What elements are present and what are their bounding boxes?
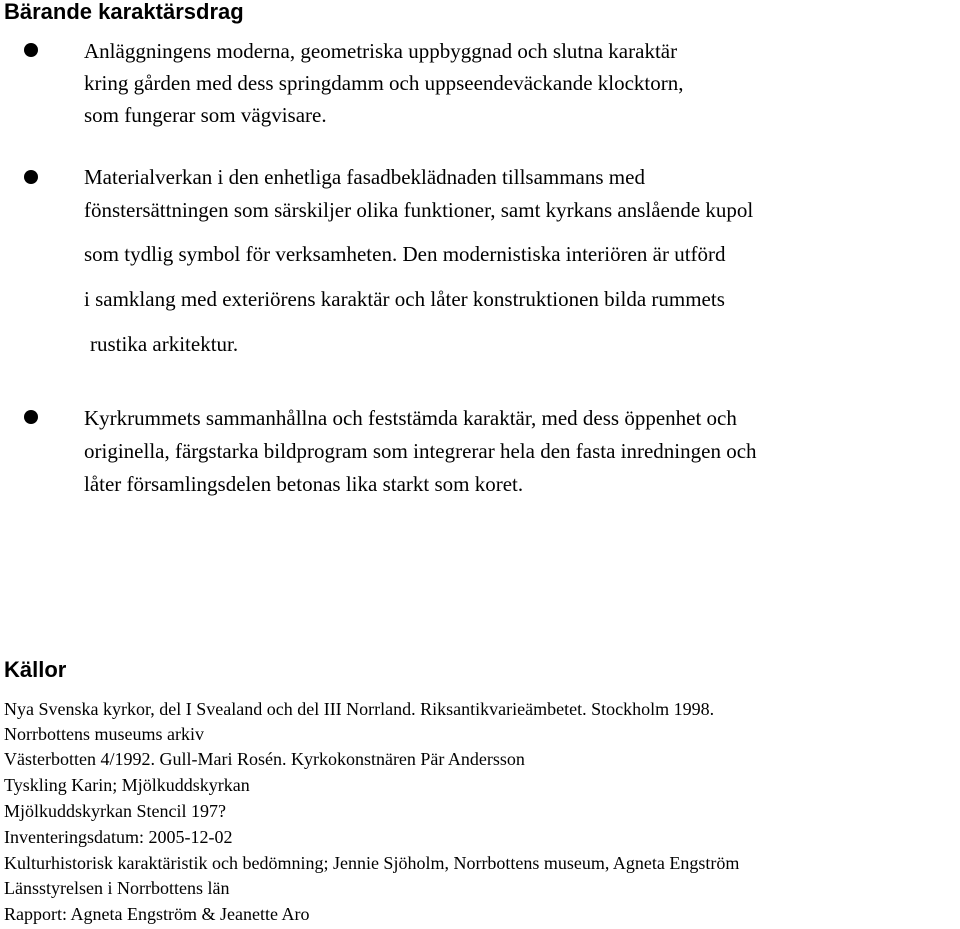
bullet-line: kring gården med dess springdamm och uppseendeväckande klocktorn, (84, 71, 684, 95)
source-line: Kulturhistorisk karaktäristik och bedömning; Jennie Sjöholm, Norrbottens museum, Agneta Engström (4, 853, 740, 873)
source-line: Mjölkuddskyrkan Stencil 197? (4, 801, 226, 821)
bullet-dot-icon (24, 410, 38, 424)
bullet-line: Kyrkrummets sammanhållna och feststämda karaktär, med dess öppenhet och (84, 406, 737, 430)
bullet-dot-icon (24, 170, 38, 184)
bullet-dot-icon (24, 43, 38, 57)
bullet-line: rustika arkitektur. (90, 332, 239, 356)
bullet-line: som tydlig symbol för verksamheten. Den modernistiska interiören är utförd (84, 242, 726, 266)
bullet-line: originella, färgstarka bildprogram som integrerar hela den fasta inredningen och (84, 439, 757, 463)
source-line: Nya Svenska kyrkor, del I Svealand och del III Norrland. Riksantikvarieämbetet. Stockholm 1998. (4, 699, 715, 719)
source-line: Inventeringsdatum: 2005-12-02 (4, 827, 233, 847)
bullet-line: som fungerar som vägvisare. (84, 103, 327, 127)
source-line: Tyskling Karin; Mjölkuddskyrkan (4, 775, 250, 795)
source-line: Norrbottens museums arkiv (4, 724, 204, 744)
section-heading: Bärande karaktärsdrag (4, 0, 244, 24)
source-line: Rapport: Agneta Engström & Jeanette Aro (4, 904, 310, 924)
source-line: Västerbotten 4/1992. Gull-Mari Rosén. Kyrkokonstnären Pär Andersson (4, 749, 525, 769)
bullet-line: fönstersättningen som särskiljer olika funktioner, samt kyrkans anslående kupol (84, 198, 754, 222)
bullet-line: Materialverkan i den enhetliga fasadbeklädnaden tillsammans med (84, 165, 645, 189)
bullet-line: Anläggningens moderna, geometriska uppbyggnad och slutna karaktär (84, 39, 678, 63)
bullet-line: låter församlingsdelen betonas lika starkt som koret. (84, 472, 524, 496)
source-line: Länsstyrelsen i Norrbottens län (4, 878, 230, 898)
bullet-line: i samklang med exteriörens karaktär och låter konstruktionen bilda rummets (84, 287, 725, 311)
sources-heading: Källor (4, 657, 67, 682)
